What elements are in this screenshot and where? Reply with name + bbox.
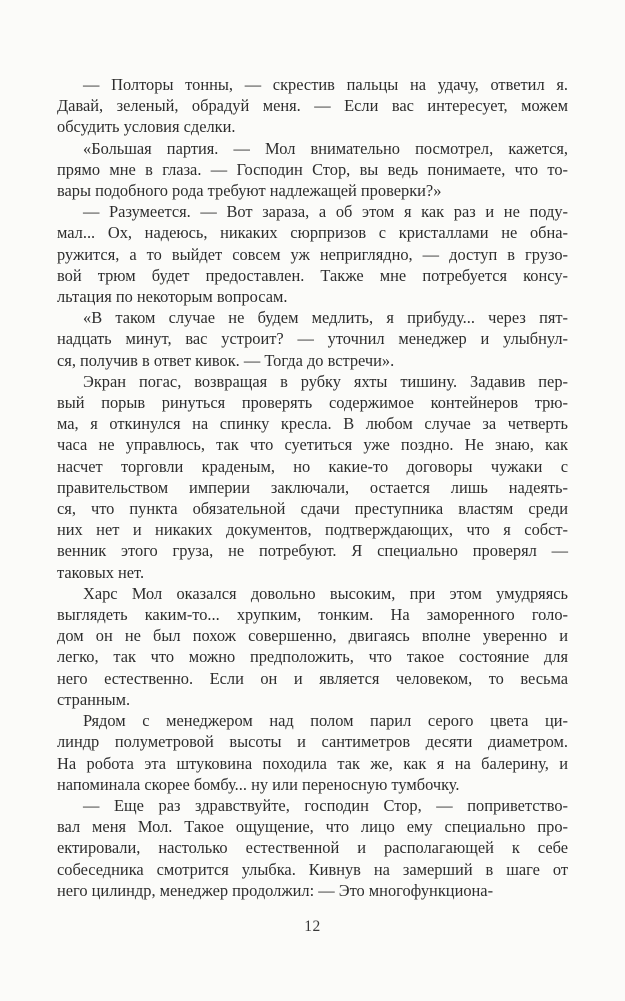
text-line: льтация по некоторым вопросам. <box>57 287 288 307</box>
text-line: вары подобного рода требуют надлежащей проверки?» <box>57 181 442 201</box>
page-number: 12 <box>304 917 321 935</box>
text-line: вал меня Мол. Такое ощущение, что лицо ему специально про- <box>57 817 568 837</box>
text-line: вый порыв ринуться проверять содержимое контейнеров трю- <box>57 393 568 413</box>
text-line: часа не управлюсь, так что суетиться уже поздно. Не знаю, как <box>57 435 568 455</box>
text-line: ся, получив в ответ кивок. — Тогда до встречи». <box>57 350 395 370</box>
text-line: Рядом с менеджером над полом парил серого цвета ци- <box>83 711 568 731</box>
text-line: Давай, зеленый, обрадуй меня. — Если вас интересует, можем <box>57 96 568 116</box>
text-line: странным. <box>57 689 131 709</box>
text-line: них нет и никаких документов, подтверждающих, что я собст- <box>57 520 568 540</box>
text-line: дом он не был похож совершенно, двигаясь вполне уверенно и <box>57 626 568 646</box>
paragraph <box>57 307 568 371</box>
text-line: Экран погас, возвращая в рубку яхты тишину. Задавив пер- <box>83 371 568 391</box>
text-line: ектировали, настолько естественной и располагающей к себе <box>57 838 568 858</box>
text-line: правительством империи заключали, остается лишь надеять- <box>57 477 568 497</box>
paragraph <box>57 583 568 710</box>
text-line: надцать минут, вас устроит? — уточнил менеджер и улыбнул- <box>57 329 568 349</box>
text-line: насчет торговли краденым, но какие-то договоры чужаки с <box>57 456 568 476</box>
text-line: ма, я откинулся на спинку кресла. В любом случае за четверть <box>57 414 568 434</box>
text-line: собеседника смотрится улыбка. Кивнув на замерший в шаге от <box>57 859 568 879</box>
text-line: напоминала скорее бомбу... ну или переносную тумбочку. <box>57 774 460 794</box>
text-line: мал... Ох, надеюсь, никаких сюрпризов с кристаллами не обна- <box>57 223 568 243</box>
text-line: таковых нет. <box>57 562 145 582</box>
page-text <box>57 74 568 901</box>
paragraph <box>57 138 568 202</box>
paragraph <box>57 74 568 138</box>
paragraph <box>57 371 568 583</box>
paragraph <box>57 710 568 795</box>
text-line: прямо мне в глаза. — Господин Стор, вы ведь понимаете, что то- <box>57 159 568 179</box>
paragraph <box>57 201 568 307</box>
text-line: линдр полуметровой высоты и сантиметров десяти диаметром. <box>57 732 568 752</box>
text-line: него цилиндр, менеджер продолжил: — Это многофункциона- <box>57 880 494 900</box>
text-line: ся, что пункта обязательной сдачи преступника властям среди <box>57 499 568 519</box>
paragraph <box>57 795 568 901</box>
text-line: обсудить условия сделки. <box>57 117 236 137</box>
text-line: вой трюм будет предоставлен. Также мне потребуется консу- <box>57 265 568 285</box>
text-line: венник этого груза, не потребуют. Я специально проверял — <box>57 541 568 561</box>
text-line: Харс Мол оказался довольно высоким, при этом умудряясь <box>83 583 568 603</box>
text-line: легко, так что можно предположить, что такое состояние для <box>57 647 568 667</box>
text-line: него естественно. Если он и является человеком, то весьма <box>57 668 568 688</box>
text-line: — Полторы тонны, — скрестив пальцы на удачу, ответил я. <box>83 75 568 94</box>
text-line: На робота эта штуковина походила так же, как я на балерину, и <box>57 753 568 773</box>
text-line: «В таком случае не будем медлить, я прибуду... через пят- <box>83 308 568 328</box>
text-line: — Разумеется. — Вот зараза, а об этом я как раз и не поду- <box>83 202 568 222</box>
text-line: «Большая партия. — Мол внимательно посмотрел, кажется, <box>83 138 568 158</box>
text-line: — Еще раз здравствуйте, господин Стор, — поприветство- <box>83 795 568 815</box>
text-line: выглядеть каким-то... хрупким, тонким. На заморенного голо- <box>57 605 568 625</box>
text-line: ружится, а то выйдет совсем уж неприглядно, — доступ в грузо- <box>57 244 568 264</box>
